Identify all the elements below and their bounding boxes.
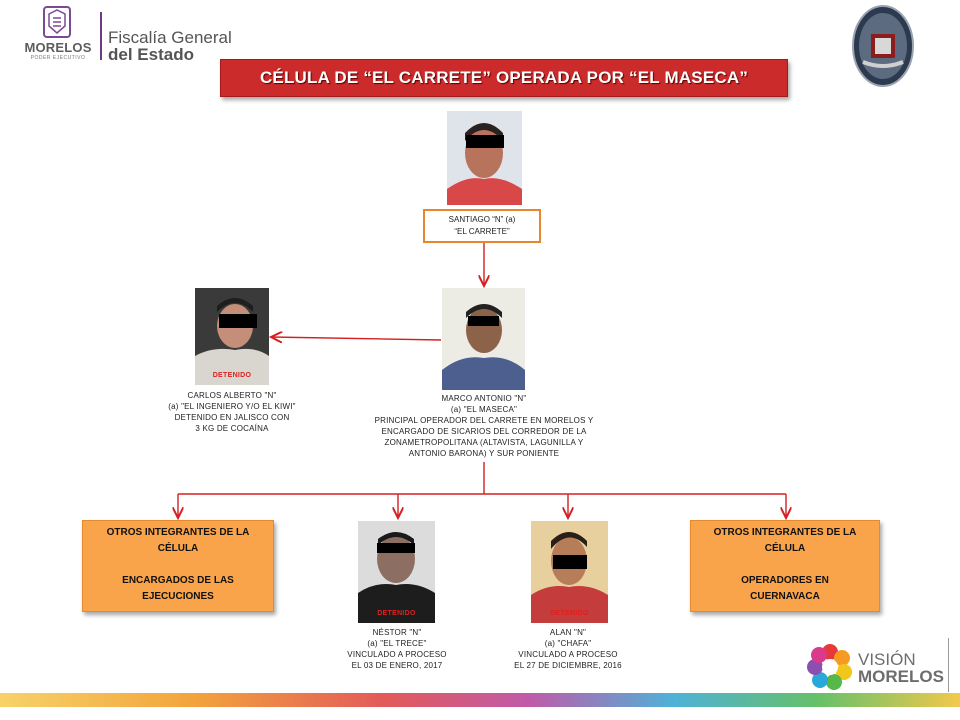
- footer-brand-line2: MORELOS: [858, 667, 944, 686]
- kiwi-detained-tag: DETENIDO: [212, 372, 252, 379]
- others-right-line4: CUERNAVACA: [750, 591, 820, 602]
- footer-color-stripe: [0, 693, 960, 707]
- photo-trece: [358, 521, 435, 623]
- state-logo-subtitle: PODER EJECUTIVO: [30, 55, 86, 61]
- name-box-carrete: [423, 209, 541, 243]
- footer-brand-line1: VISIÓN: [858, 650, 916, 669]
- chafa-line-1: ALAN "N": [549, 628, 587, 637]
- carrete-name-line1: SANTIAGO “N” (a): [448, 215, 516, 224]
- trece-line-4: EL 03 DE ENERO, 2017: [351, 661, 443, 670]
- trece-line-1: NÉSTOR "N": [372, 628, 422, 637]
- others-right-line3: OPERADORES EN: [741, 575, 829, 586]
- chafa-line-4: EL 27 DE DICIEMBRE, 2016: [514, 661, 622, 670]
- others-left-line2: CÉLULA: [157, 543, 199, 554]
- caption-maseca: [350, 393, 618, 459]
- photo-carrete: [447, 111, 522, 205]
- others-right-line1: OTROS INTEGRANTES DE LA: [713, 527, 857, 538]
- diagram-title: CÉLULA DE “EL CARRETE” OPERADA POR “EL MASECA”: [259, 68, 749, 87]
- maseca-line-1: MARCO ANTONIO "N": [441, 394, 527, 403]
- kiwi-line-2: (a) "EL INGENIERO Y/O EL KIWI": [168, 402, 296, 411]
- state-logo-word: MORELOS: [24, 40, 92, 55]
- caption-chafa: [478, 627, 658, 671]
- maseca-line-5: ZONAMETROPOLITANA (ALTAVISTA, LAGUNILLA Y: [384, 438, 584, 447]
- chafa-line-2: (a) "CHAFA": [544, 639, 592, 648]
- trece-line-3: VINCULADO A PROCESO: [347, 650, 447, 659]
- others-right-line2: CÉLULA: [764, 543, 806, 554]
- trece-detained-tag: DETENIDO: [377, 610, 416, 617]
- caption-trece: [310, 627, 484, 671]
- footer-divider: [948, 638, 949, 692]
- kiwi-line-4: 3 KG DE COCAÍNA: [195, 424, 269, 433]
- photo-kiwi: [195, 288, 269, 385]
- box-others-cuernavaca: [690, 520, 880, 612]
- photo-chafa: [531, 521, 608, 623]
- agency-name-line2: del Estado: [108, 45, 194, 64]
- others-left-line4: EJECUCIONES: [142, 591, 214, 602]
- trece-line-2: (a) "EL TRECE": [367, 639, 427, 648]
- agency-name-line1: Fiscalía General: [108, 28, 232, 47]
- caption-kiwi: [140, 390, 324, 434]
- kiwi-line-1: CARLOS ALBERTO "N": [187, 391, 277, 400]
- maseca-line-3: PRINCIPAL OPERADOR DEL CARRETE EN MORELOS Y: [374, 416, 594, 425]
- others-left-line1: OTROS INTEGRANTES DE LA: [106, 527, 250, 538]
- maseca-line-2: (a) "EL MASECA": [450, 405, 518, 414]
- chafa-detained-tag: DETENIDO: [550, 610, 589, 617]
- arrow-maseca-to-kiwi: [271, 337, 441, 340]
- photo-maseca: [442, 288, 525, 390]
- kiwi-line-3: DETENIDO EN JALISCO CON: [174, 413, 290, 422]
- maseca-line-6: ANTONIO BARONA) Y SUR PONIENTE: [408, 449, 560, 458]
- vision-morelos-flower-icon: [804, 640, 856, 692]
- chafa-line-3: VINCULADO A PROCESO: [518, 650, 618, 659]
- carrete-name-line2: “EL CARRETE”: [454, 227, 510, 236]
- others-left-line3: ENCARGADOS DE LAS: [122, 575, 234, 586]
- maseca-line-4: ENCARGADO DE SICARIOS DEL CORREDOR DE LA: [381, 427, 587, 436]
- box-others-executions: [82, 520, 274, 612]
